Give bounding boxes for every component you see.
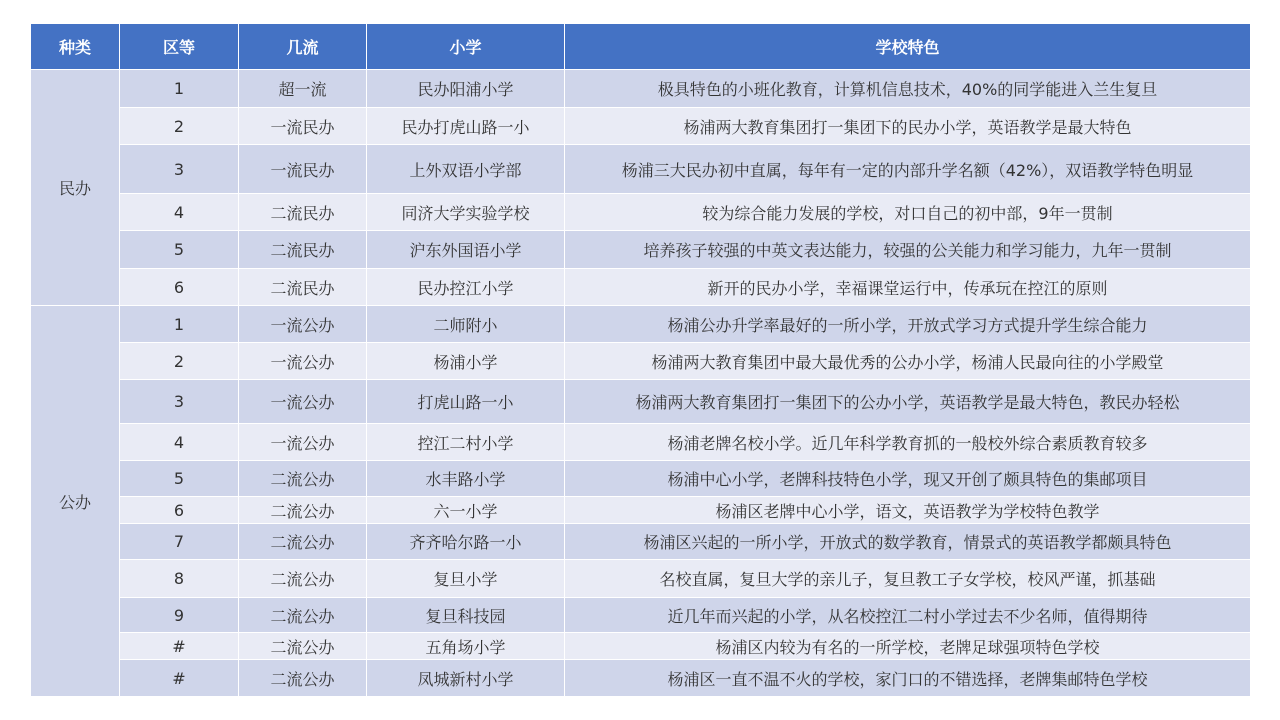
tier-cell: 二流民办: [239, 269, 367, 306]
school-ranking-table: [30, 23, 1251, 697]
table-row: [31, 194, 1251, 231]
table-row: [31, 633, 1251, 660]
rank-cell: 6: [120, 497, 239, 524]
school-cell: 复旦科技园: [367, 598, 565, 633]
feature-cell: 名校直属，复旦大学的亲儿子，复旦教工子女学校，校风严谨，抓基础: [565, 560, 1251, 598]
rank-cell: 4: [120, 424, 239, 461]
category-cell: 公办: [31, 306, 120, 697]
feature-cell: 杨浦老牌名校小学。近几年科学教育抓的一般校外综合素质教育较多: [565, 424, 1251, 461]
rank-cell: 3: [120, 380, 239, 424]
school-cell: 杨浦小学: [367, 343, 565, 380]
school-cell: 同济大学实验学校: [367, 194, 565, 231]
feature-cell: 近几年而兴起的小学，从名校控江二村小学过去不少名师，值得期待: [565, 598, 1251, 633]
rank-cell: 2: [120, 343, 239, 380]
feature-cell: 较为综合能力发展的学校，对口自己的初中部，9年一贯制: [565, 194, 1251, 231]
table-row: [31, 145, 1251, 194]
tier-cell: 二流民办: [239, 231, 367, 269]
table-row: [31, 70, 1251, 108]
feature-cell: 培养孩子较强的中英文表达能力，较强的公关能力和学习能力，九年一贯制: [565, 231, 1251, 269]
rank-cell: 4: [120, 194, 239, 231]
rank-cell: 1: [120, 306, 239, 343]
rank-cell: 8: [120, 560, 239, 598]
rank-cell: 5: [120, 461, 239, 497]
header-rank: 区等: [120, 24, 239, 70]
rank-cell: 3: [120, 145, 239, 194]
header-tier: 几流: [239, 24, 367, 70]
feature-cell: 杨浦区老牌中心小学，语文，英语教学为学校特色教学: [565, 497, 1251, 524]
table-row: [31, 343, 1251, 380]
school-cell: 沪东外国语小学: [367, 231, 565, 269]
tier-cell: 二流公办: [239, 560, 367, 598]
tier-cell: 二流公办: [239, 660, 367, 697]
header-row: [31, 24, 1251, 70]
feature-cell: 杨浦两大教育集团打一集团下的公办小学，英语教学是最大特色，教民办轻松: [565, 380, 1251, 424]
rank-cell: 1: [120, 70, 239, 108]
table-row: [31, 461, 1251, 497]
tier-cell: 二流公办: [239, 633, 367, 660]
rank-cell: 7: [120, 524, 239, 560]
school-cell: 打虎山路一小: [367, 380, 565, 424]
table-row: [31, 560, 1251, 598]
feature-cell: 极具特色的小班化教育，计算机信息技术，40%的同学能进入兰生复旦: [565, 70, 1251, 108]
header-school: 小学: [367, 24, 565, 70]
school-cell: 控江二村小学: [367, 424, 565, 461]
school-cell: 民办控江小学: [367, 269, 565, 306]
table-row: [31, 660, 1251, 697]
school-cell: 五角场小学: [367, 633, 565, 660]
school-cell: 六一小学: [367, 497, 565, 524]
feature-cell: 杨浦中心小学，老牌科技特色小学，现又开创了颇具特色的集邮项目: [565, 461, 1251, 497]
tier-cell: 一流公办: [239, 380, 367, 424]
school-cell: 上外双语小学部: [367, 145, 565, 194]
table-row: [31, 306, 1251, 343]
rank-cell: #: [120, 633, 239, 660]
feature-cell: 杨浦三大民办初中直属，每年有一定的内部升学名额（42%），双语教学特色明显: [565, 145, 1251, 194]
header-feature: 学校特色: [565, 24, 1251, 70]
category-cell: 民办: [31, 70, 120, 306]
table-row: [31, 598, 1251, 633]
tier-cell: 二流公办: [239, 461, 367, 497]
tier-cell: 超一流: [239, 70, 367, 108]
tier-cell: 二流公办: [239, 598, 367, 633]
table-row: [31, 231, 1251, 269]
school-cell: 齐齐哈尔路一小: [367, 524, 565, 560]
rank-cell: 2: [120, 108, 239, 145]
school-cell: 二师附小: [367, 306, 565, 343]
tier-cell: 一流民办: [239, 145, 367, 194]
school-cell: 水丰路小学: [367, 461, 565, 497]
table-row: [31, 269, 1251, 306]
feature-cell: 杨浦区一直不温不火的学校，家门口的不错选择，老牌集邮特色学校: [565, 660, 1251, 697]
rank-cell: 9: [120, 598, 239, 633]
tier-cell: 一流公办: [239, 306, 367, 343]
rank-cell: #: [120, 660, 239, 697]
tier-cell: 二流民办: [239, 194, 367, 231]
table-row: [31, 108, 1251, 145]
feature-cell: 杨浦两大教育集团中最大最优秀的公办小学，杨浦人民最向往的小学殿堂: [565, 343, 1251, 380]
rank-cell: 6: [120, 269, 239, 306]
table-row: [31, 497, 1251, 524]
school-cell: 民办打虎山路一小: [367, 108, 565, 145]
school-cell: 民办阳浦小学: [367, 70, 565, 108]
feature-cell: 杨浦公办升学率最好的一所小学，开放式学习方式提升学生综合能力: [565, 306, 1251, 343]
table-row: [31, 424, 1251, 461]
table-row: [31, 524, 1251, 560]
school-cell: 复旦小学: [367, 560, 565, 598]
tier-cell: 一流公办: [239, 424, 367, 461]
rank-cell: 5: [120, 231, 239, 269]
table-body: [31, 70, 1251, 697]
feature-cell: 杨浦两大教育集团打一集团下的民办小学，英语教学是最大特色: [565, 108, 1251, 145]
feature-cell: 杨浦区兴起的一所小学，开放式的数学教育，情景式的英语教学都颇具特色: [565, 524, 1251, 560]
tier-cell: 二流公办: [239, 497, 367, 524]
feature-cell: 杨浦区内较为有名的一所学校，老牌足球强项特色学校: [565, 633, 1251, 660]
feature-cell: 新开的民办小学，幸福课堂运行中，传承玩在控江的原则: [565, 269, 1251, 306]
header-category: 种类: [31, 24, 120, 70]
tier-cell: 一流公办: [239, 343, 367, 380]
tier-cell: 一流民办: [239, 108, 367, 145]
tier-cell: 二流公办: [239, 524, 367, 560]
school-cell: 凤城新村小学: [367, 660, 565, 697]
table-row: [31, 380, 1251, 424]
